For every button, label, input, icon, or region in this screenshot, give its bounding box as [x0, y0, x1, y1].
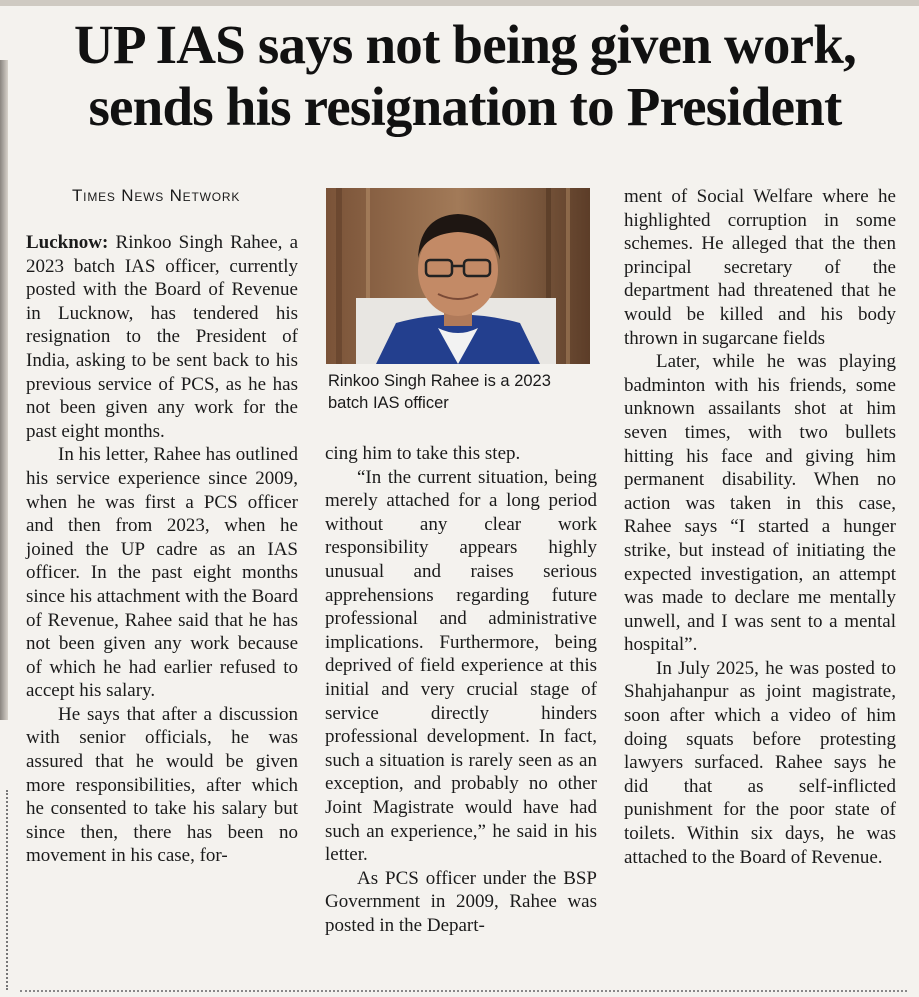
paragraph: “In the current situation, being merely attached for a long period without any clear work responsibility appears highly unusual and raises serious apprehensions regarding future professional and administrative implications. Furthermore, being deprived of field experience at this initial and very crucial stage of service directly hinders professional development. In fact, such a situation is rarely seen as an exception, and probably no other Joint Magistrate would have had such an experience,” he said in his letter. [325, 466, 597, 866]
page-left-edge [0, 60, 8, 720]
headline: UP IAS says not being given work, sends his resignation to President [74, 14, 856, 137]
article-column-1 [26, 231, 298, 868]
byline: Times News Network [72, 186, 241, 205]
paragraph: In July 2025, he was posted to Shahjahanpur as joint magistrate, soon after which a video of him doing squats before protesting lawyers surfaced. Rahee says he did that as self-inflicted punishment for the poor state of toilets. Within six days, he was attached to the Board of Revenue. [624, 657, 896, 868]
paragraph: ment of Social Welfare where he highlighted corruption in some schemes. He alleged that the then principal secretary of the department had threatened that he would be killed and his body thrown in sugarcane fields [624, 186, 896, 349]
photo-caption: Rinkoo Singh Rahee is a 2023 batch IAS officer [328, 372, 551, 412]
bottom-dotted-rule [20, 990, 907, 992]
dateline: Lucknow: [26, 232, 109, 253]
paragraph-text: Rinkoo Singh Rahee, a 2023 batch IAS officer, currently posted with the Board of Revenue in Lucknow, has tendered his resignation to the President of India, asking to be sent back to his previous service of PCS, as he has not been given any work for the past eight months. [26, 232, 298, 442]
officer-photo [326, 188, 590, 364]
paragraph: As PCS officer under the BSP Government in 2009, Rahee was posted in the Depart- [325, 867, 597, 936]
paragraph: He says that after a discussion with senior officials, he was assured that he would be given more responsibilities, after which he consented to take his salary but since then, there has been no movement in his case, for- [26, 703, 298, 867]
page-top-strip [0, 0, 919, 6]
paragraph: cing him to take this step. [325, 443, 521, 464]
person-photo-icon [326, 188, 590, 364]
paragraph: In his letter, Rahee has outlined his service experience since 2009, when he was first a PCS officer and then from 2023, when he joined the UP cadre as an IAS officer. In the past eight months since his attachment with the Board of Revenue, Rahee said that he has not been given any work because of which he had earlier refused to accept his salary. [26, 444, 298, 702]
left-dotted-rule [6, 790, 8, 990]
paragraph [26, 231, 298, 443]
paragraph: Later, while he was playing badminton with his friends, some unknown assailants shot at him seven times, with two bullets hitting his face and giving him permanent disability. When no action was taken in this case, Rahee says “I started a hunger strike, but instead of initiating the expected investigation, an attempt was made to declare me mentally unwell, and I was sent to a mental hospital”. [624, 351, 896, 656]
article-column-3 [624, 185, 896, 869]
article-column-2 [325, 442, 597, 937]
